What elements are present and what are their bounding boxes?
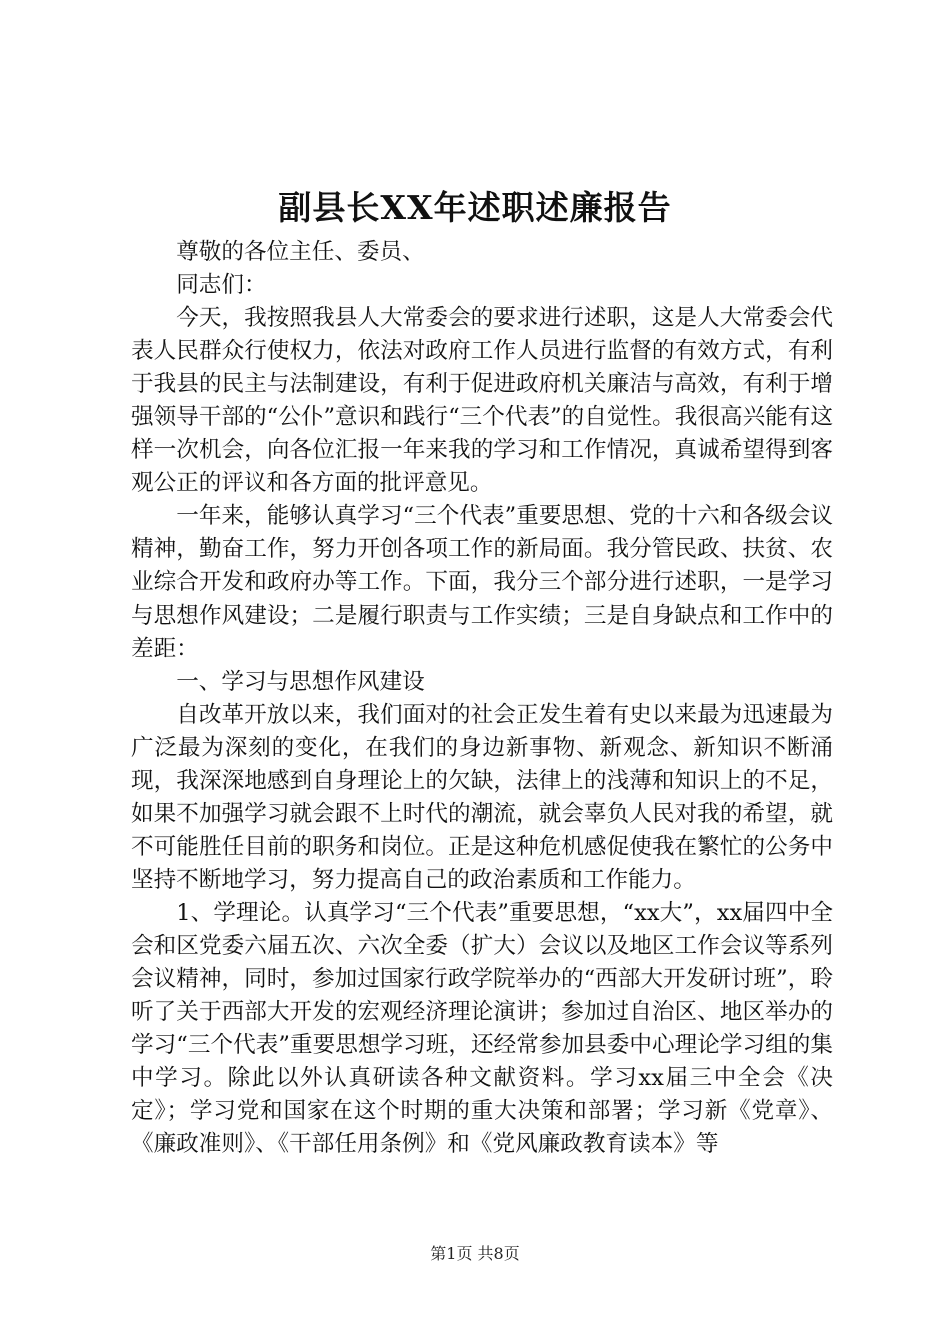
body-paragraph: 自改革开放以来，我们面对的社会正发生着有史以来最为迅速最为广泛最为深刻的变化，在我们的身边新事物、新观念、新知识不断涌现，我深深地感到自身理论上的欠缺，法律上的浅薄和知识上的不足，如果不加强学习就会跟不上时代的潮流，就会辜负人民对我的希望，就不可能胜任目前的职务和岗位。正是这种危机感促使我在繁忙的公务中坚持不断地学习，努力提高自己的政治素质和工作能力。: [131, 701, 833, 893]
body-paragraph: 今天，我按照我县人大常委会的要求进行述职，这是人大常委会代表人民群众行使权力，依法对政府工作人员进行监督的有效方式，有利于我县的民主与法制建设，有利于促进政府机关廉洁与高效，有利于增强领导干部的“公仆”意识和践行“三个代表”的自觉性。我很高兴能有这样一次机会，向各位汇报一年来我的学习和工作情况，真诚希望得到客观公正的评议和各方面的批评意见。: [131, 305, 833, 497]
salutation-line: 尊敬的各位主任、委员、: [176, 239, 425, 265]
document-body: [131, 236, 833, 1161]
document-title: 副县长XX年述职述廉报告: [278, 188, 672, 227]
salutation-line: 同志们：: [176, 272, 267, 299]
body-paragraph: 1、学理论。认真学习“三个代表”重要思想，“xx大”，xx届四中全会和区党委六届五次、六次全委（扩大）会议以及地区工作会议等系列会议精神，同时，参加过国家行政学院举办的“西部大开发研讨班”，聆听了关于西部大开发的宏观经济理论演讲；参加过自治区、地区举办的学习“三个代表”重要思想学习班，还经常参加县委中心理论学习组的集中学习。除此以外认真研读各种文献资料。学习xx届三中全会《决定》；学习党和国家在这个时期的重大决策和部署；学习新《党章》、《廉政准则》、《干部任用条例》和《党风廉政教育读本》等: [131, 899, 833, 1158]
body-paragraph: 一年来，能够认真学习“三个代表”重要思想、党的十六和各级会议精神，勤奋工作，努力开创各项工作的新局面。我分管民政、扶贫、农业综合开发和政府办等工作。下面，我分三个部分进行述职，一是学习与思想作风建设；二是履行职责与工作实绩；三是自身缺点和工作中的差距：: [131, 503, 833, 662]
page-footer: 第1页 共8页: [430, 1244, 520, 1263]
section-heading: 一、学习与思想作风建设: [176, 668, 425, 695]
